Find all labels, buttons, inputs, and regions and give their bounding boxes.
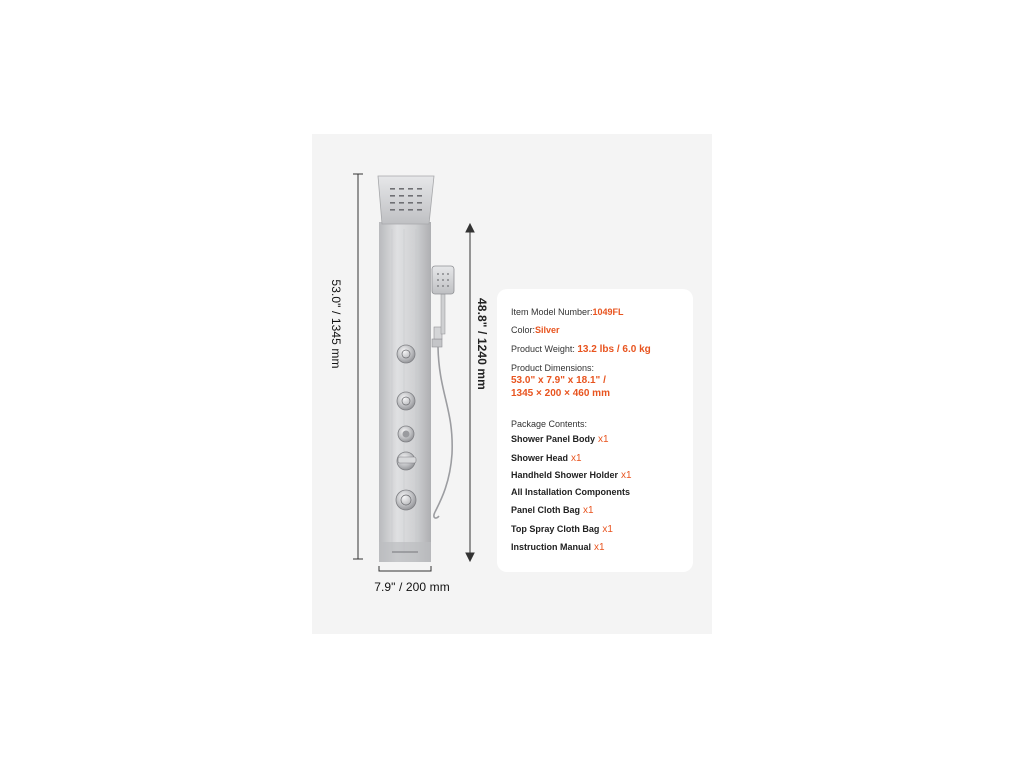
dimensions-value-imperial: 53.0" x 7.9" x 18.1" /	[511, 375, 606, 386]
list-item	[511, 470, 632, 481]
handheld-shower	[432, 266, 454, 518]
color-value: Silver	[535, 325, 560, 335]
content-qty: x1	[571, 453, 582, 464]
content-qty: x1	[594, 542, 605, 553]
model-number-value: 1049FL	[592, 307, 624, 317]
width-label: 7.9" / 200 mm	[374, 580, 450, 594]
content-name: Top Spray Cloth Bag	[511, 524, 600, 534]
package-contents-label: Package Contents:	[511, 419, 588, 429]
content-name: Shower Panel Body	[511, 434, 596, 444]
list-item	[511, 434, 609, 445]
model-number-label: Item Model Number:	[511, 307, 593, 317]
product-card	[312, 134, 712, 634]
specs-card	[497, 289, 693, 572]
content-name: Instruction Manual	[511, 542, 592, 552]
dimensions-value-metric: 1345 × 200 × 460 mm	[511, 388, 610, 399]
content-name: Handheld Shower Holder	[511, 470, 619, 480]
list-item	[511, 487, 633, 498]
width-line	[379, 566, 431, 571]
list-item	[511, 542, 605, 553]
dimensions-label: Product Dimensions:	[511, 363, 595, 373]
content-qty: x1	[602, 524, 613, 535]
model-number	[511, 307, 624, 317]
panel-height-label: 48.8" / 1240 mm	[475, 298, 489, 390]
panel-height-line	[466, 224, 474, 561]
content-name: Panel Cloth Bag	[511, 505, 581, 515]
list-item	[511, 505, 594, 516]
total-height-line	[353, 174, 363, 559]
color-label: Color:	[511, 325, 536, 335]
content-name: All Installation Components	[511, 487, 631, 497]
content-name: Shower Head	[511, 453, 569, 463]
color-spec	[511, 325, 560, 335]
rain-shower-head	[378, 176, 434, 224]
list-item	[511, 453, 582, 464]
content-qty: x1	[621, 470, 632, 481]
weight-label: Product Weight:	[511, 344, 578, 354]
weight-value: 13.2 lbs / 6.0 kg	[577, 344, 651, 355]
list-item	[511, 524, 613, 535]
weight-spec	[511, 344, 651, 355]
total-height-label: 53.0" / 1345 mm	[329, 279, 343, 369]
content-qty: x1	[598, 434, 609, 445]
content-qty: x1	[583, 505, 594, 516]
